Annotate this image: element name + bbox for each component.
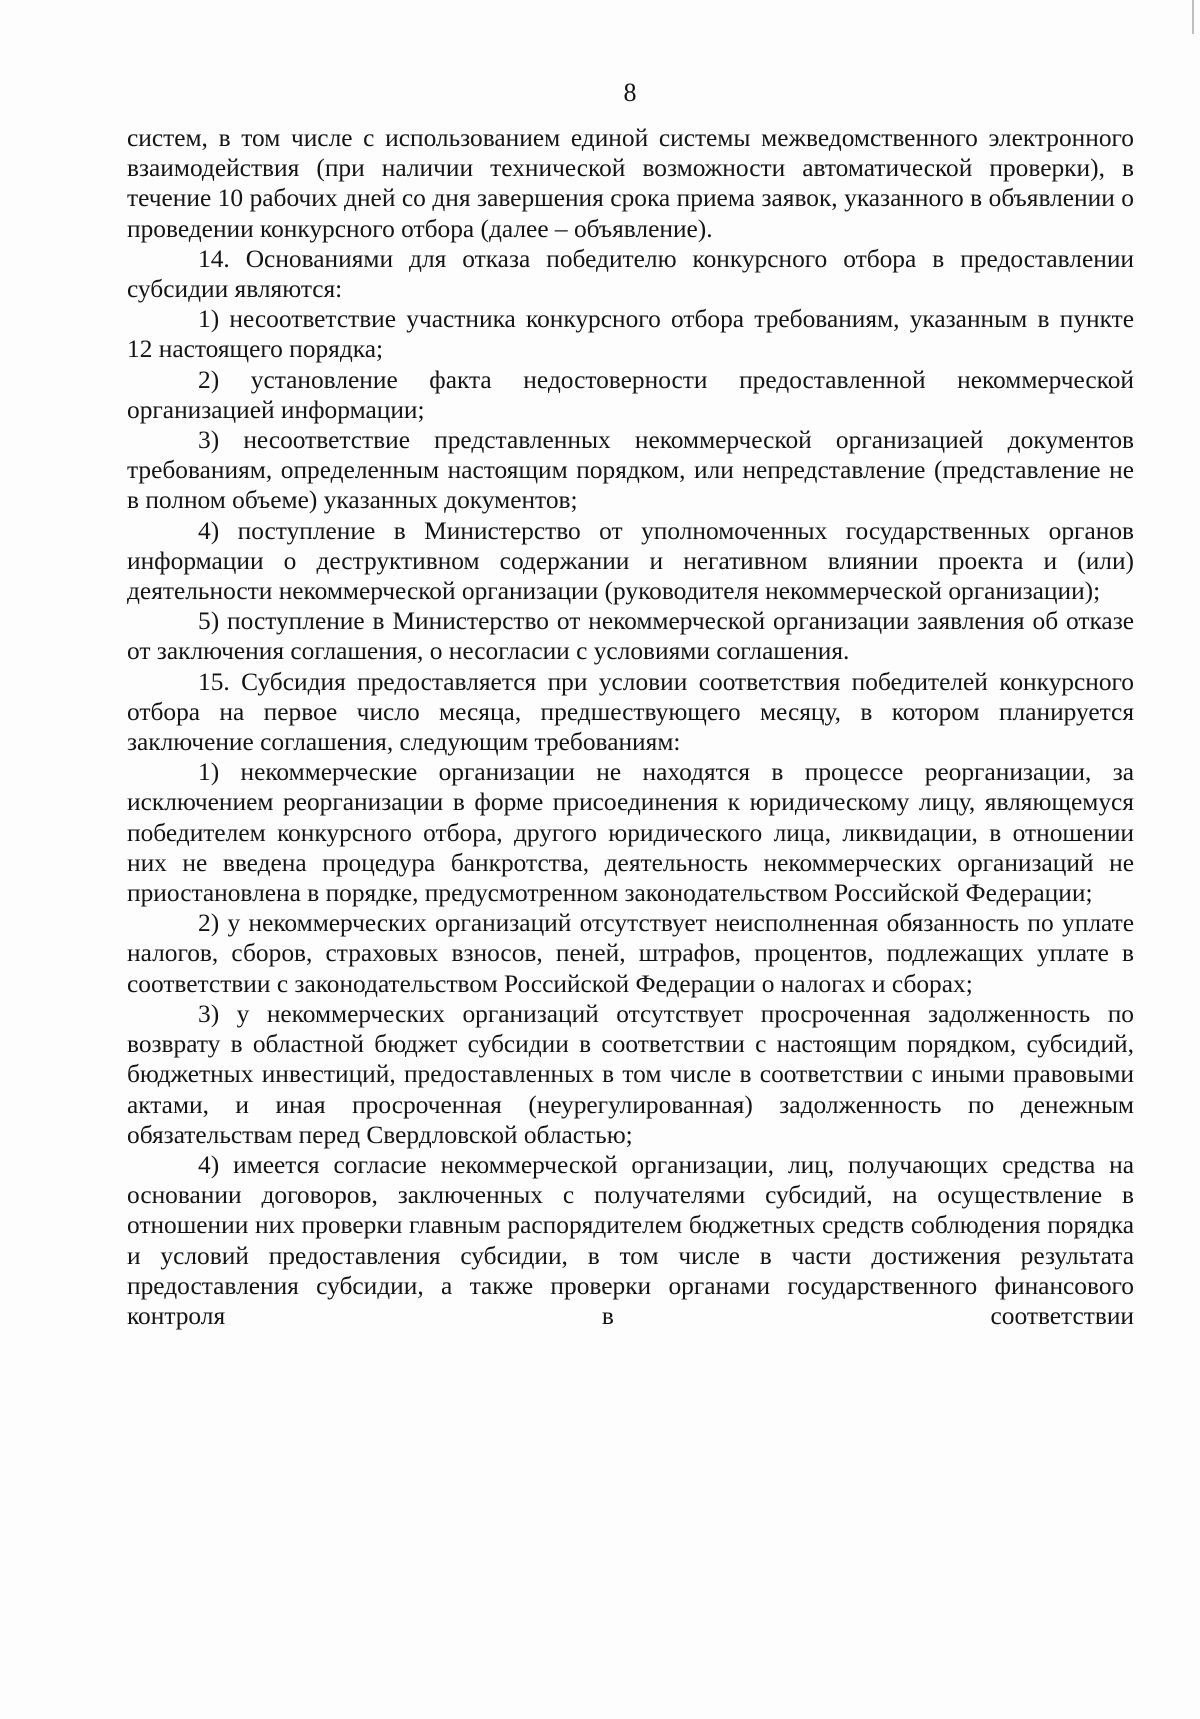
document-body — [127, 123, 1134, 1331]
paragraph-item-15: 15. Субсидия предоставляется при условии соответствия победителей конкурсного отбора на первое число месяца, предшествующего месяцу, в котором планируется заключение соглашения, следующим требованиям: — [127, 667, 1134, 757]
paragraph-item-15-1: 1) некоммерческие организации не находятся в процессе реорганизации, за исключением реорганизации в форме присоединения к юридическому лицу, являющемуся победителем конкурсного отбора, другого юридического лица, ликвидации, в отношении них не введена процедура банкротства, деятельность некоммерческих организаций не приостановлена в порядке, предусмотренном законодательством Российской Федерации; — [127, 758, 1134, 908]
paragraph-item-14-2: 2) установление факта недостоверности предоставленной некоммерческой организацией информации; — [127, 365, 1134, 424]
scan-edge-mark — [1192, 0, 1194, 34]
paragraph-item-15-3: 3) у некоммерческих организаций отсутствует просроченная задолженность по возврату в областной бюджет субсидии в соответствии с настоящим порядком, субсидий, бюджетных инвестиций, предоставленных в том числе в соответствии с иными правовыми актами, и иная просроченная (неурегулированная) задолженность по денежным обязательствам перед Свердловской областью; — [127, 999, 1134, 1149]
paragraph-item-14-3: 3) несоответствие представленных некоммерческой организацией документов требованиям, определенным настоящим порядком, или непредставление (представление не в полном объеме) указанных документов; — [127, 426, 1134, 515]
paragraph-item-14-5: 5) поступление в Министерство от некоммерческой организации заявления об отказе от заключения соглашения, о несогласии с условиями соглашения. — [127, 607, 1134, 666]
paragraph-item-14-1: 1) несоответствие участника конкурсного отбора требованиям, указанным в пункте 12 настоящего порядка; — [127, 305, 1134, 364]
paragraph-item-14-4: 4) поступление в Министерство от уполномоченных государственных органов информации о деструктивном содержании и негативном влиянии проекта и (или) деятельности некоммерческой организации (руководителя некоммерческой организации); — [127, 516, 1134, 606]
paragraph-item-15-4: 4) имеется согласие некоммерческой организации, лиц, получающих средства на основании договоров, заключенных с получателями субсидий, на осуществление в отношении них проверки главным распорядителем бюджетных средств соблюдения порядка и условий предоставления субсидии, в том числе в части достижения результата предоставления субсидии, а также проверки органами государственного финансового контроля в соответствии — [127, 1150, 1134, 1330]
paragraph-item-15-2: 2) у некоммерческих организаций отсутствует неисполненная обязанность по уплате налогов, сборов, страховых взносов, пеней, штрафов, процентов, подлежащих уплате в соответствии с законодательством Российской Федерации о налогах и сборах; — [127, 909, 1134, 998]
page-number: 8 — [623, 78, 637, 107]
paragraph-item-14: 14. Основаниями для отказа победителю конкурсного отбора в предоставлении субсидии являются: — [127, 244, 1134, 304]
paragraph-continuation: систем, в том числе с использованием единой системы межведомственного электронного взаимодействия (при наличии технической возможности автоматической проверки), в течение 10 рабочих дней со дня завершения срока приема заявок, указанного в объявлении о проведении конкурсного отбора (далее – объявление). — [127, 124, 1134, 243]
